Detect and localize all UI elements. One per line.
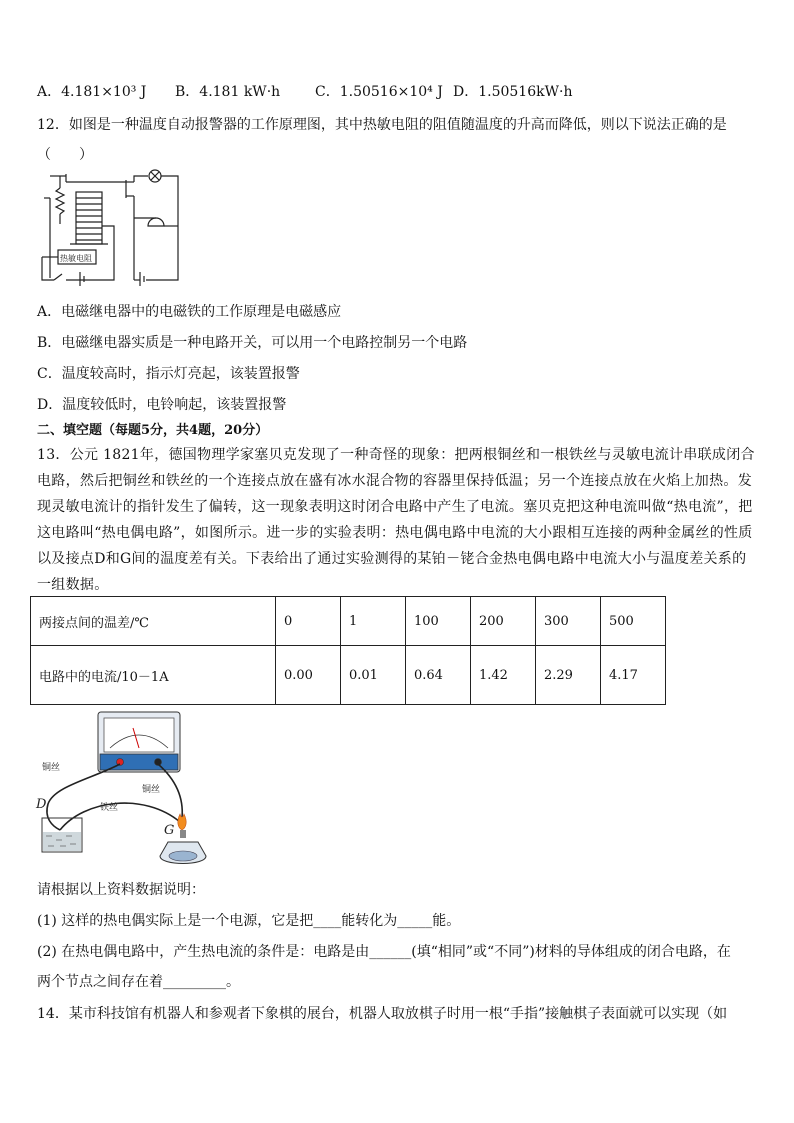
q12-answer-paren: （ ）: [37, 147, 93, 163]
q11-options: [37, 83, 572, 101]
table-cell: 4.17: [601, 646, 666, 705]
table-cell: 0: [276, 597, 341, 646]
row-label-temperature-diff: 两接点间的温差/℃: [31, 597, 276, 646]
q12-option-a: A．电磁继电器中的电磁铁的工作原理是电磁感应: [37, 304, 342, 320]
temperature-current-table: [30, 596, 666, 705]
table-row: [31, 597, 666, 646]
section-heading: [37, 422, 268, 440]
q13-thermocouple-figure: [34, 708, 224, 874]
q11-option-d: D．1.50516kW·h: [453, 84, 573, 100]
table-cell: 2.29: [536, 646, 601, 705]
q11-option-c: C．1.50516×10⁴ J: [315, 84, 443, 100]
iron-wire-label: 铁丝: [100, 803, 119, 813]
q12-option-b: B．电磁继电器实质是一种电路开关，可以用一个电路控制另一个电路: [37, 335, 468, 351]
table-row: [31, 646, 666, 705]
point-d-label: D: [36, 797, 47, 812]
q11-option-b: B．4.181 kW·h: [175, 84, 281, 100]
section-note: （每题5分，共4题，20分）: [102, 423, 269, 438]
q13-sub1: (1) 这样的热电偶实际上是一个电源，它是把____能转化为_____能。: [37, 913, 461, 929]
table-cell: 200: [471, 597, 536, 646]
q13-paragraph: 13．公元 1821年，德国物理学家塞贝克发现了一种奇怪的现象：把两根铜丝和一根铁丝与灵敏电流计串联成闭合电路，然后把铜丝和铁丝的一个连接点放在盛有冰水混合物的容器里保持低温；另一个连接点放在火焰上加热。发现灵敏电流计的指针发生了偏转，这一现象表明这时闭合电路中产生了电流。塞贝克把这种电流叫做“热电流”，把这电路叫“热电偶电路”，如图所示。进一步的实验表明：热电偶电路中电流的大小跟相互连接的两种金属丝的性质以及接点D和G间的温度差有关。下表给出了通过实验测得的某铂－铑合金热电偶电路中电流大小与温度差关系的一组数据。: [37, 447, 755, 593]
table-cell: 300: [536, 597, 601, 646]
table-cell: 1.42: [471, 646, 536, 705]
row-label-current: 电路中的电流/10－1A: [31, 646, 276, 705]
table-cell: 1: [341, 597, 406, 646]
q13-sub2-line2: 两个节点之间存在着_________。: [37, 974, 240, 990]
q13-sub2-line1: (2) 在热电偶电路中，产生热电流的条件是：电路是由______(填“相同”或“不同”)材料的导体组成的闭合电路，在: [37, 944, 731, 960]
section-title: 二、填空题: [37, 423, 103, 438]
thermistor-label: 热敏电阻: [60, 254, 92, 263]
table-cell: 0.00: [276, 646, 341, 705]
copper-wire-label-2: 铜丝: [142, 785, 161, 795]
q12-relay-circuit-figure: [36, 168, 186, 286]
q12-stem: 12．如图是一种温度自动报警器的工作原理图，其中热敏电阻的阻值随温度的升高而降低，则以下说法正确的是: [37, 117, 727, 133]
q14-stem: 14．某市科技馆有机器人和参观者下象棋的展台，机器人取放棋子时用一根“手指”接触棋子表面就可以实现（如: [37, 1006, 728, 1022]
table-cell: 100: [406, 597, 471, 646]
q12-option-c: C．温度较高时，指示灯亮起，该装置报警: [37, 366, 300, 382]
table-cell: 0.64: [406, 646, 471, 705]
table-cell: 500: [601, 597, 666, 646]
point-g-label: G: [164, 823, 175, 838]
q12-option-d: D．温度较低时，电铃响起，该装置报警: [37, 397, 287, 413]
copper-wire-label-1: 铜丝: [42, 763, 61, 773]
q13-prompt: 请根据以上资料数据说明：: [37, 882, 205, 898]
q11-option-a: A．4.181×10³ J: [37, 84, 147, 100]
table-cell: 0.01: [341, 646, 406, 705]
